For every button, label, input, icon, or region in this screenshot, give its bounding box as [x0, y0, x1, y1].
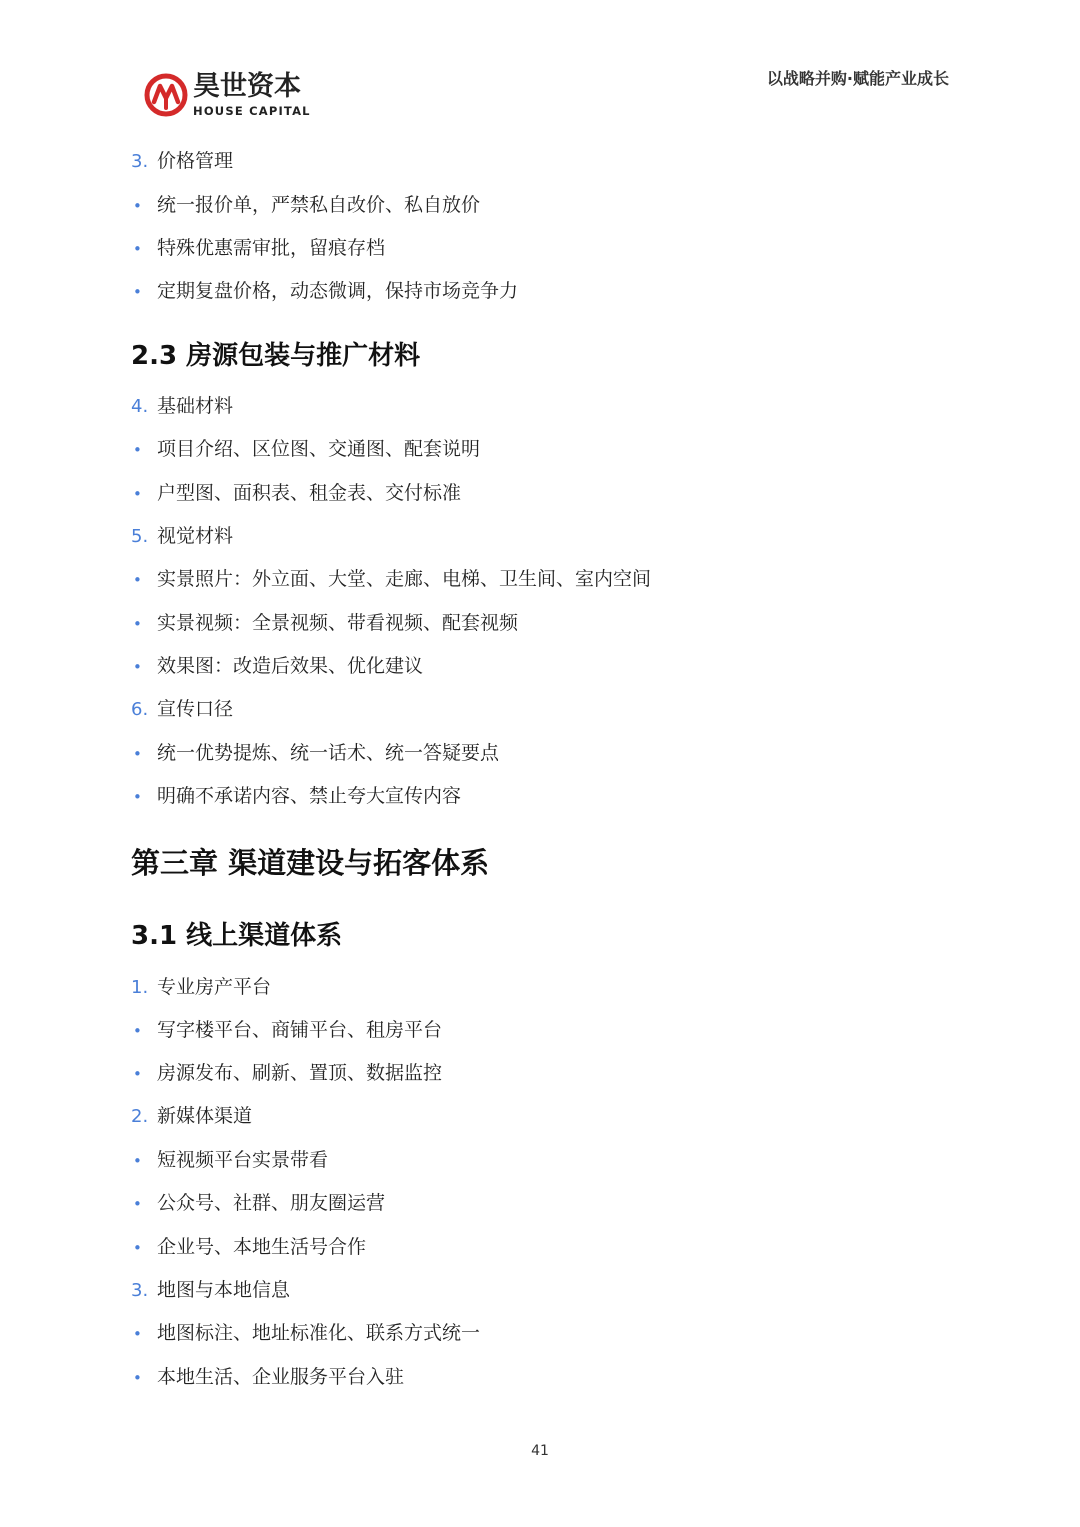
list-item-text: 统一报价单，严禁私自改价、私自放价 — [157, 194, 481, 216]
bullet-list-item — [131, 1145, 328, 1175]
bullet-list-item — [131, 478, 461, 508]
list-item-text: 效果图：改造后效果、优化建议 — [157, 655, 424, 677]
bullet-list-item — [131, 1232, 366, 1262]
bullet-marker: • — [133, 1239, 142, 1257]
list-item-text: 短视频平台实景带看 — [157, 1149, 329, 1171]
bullet-marker: • — [133, 1369, 142, 1387]
list-item-text: 实景照片：外立面、大堂、走廊、电梯、卫生间、室内空间 — [157, 568, 652, 590]
list-item-text: 地图与本地信息 — [157, 1279, 291, 1301]
list-item-text: 定期复盘价格，动态微调，保持市场竞争力 — [157, 280, 519, 302]
numbered-list-item — [131, 972, 271, 1002]
list-number: 4. — [131, 396, 149, 417]
logo-english-name: HOUSE CAPITAL — [193, 104, 311, 118]
section-heading: 3.1 线上渠道体系 — [131, 921, 343, 951]
list-item-text: 价格管理 — [157, 150, 234, 172]
numbered-list-item — [131, 146, 233, 176]
bullet-marker: • — [133, 571, 142, 589]
bullet-list-item — [131, 190, 480, 220]
bullet-marker: • — [133, 658, 142, 676]
list-item-text: 户型图、面积表、租金表、交付标准 — [157, 482, 462, 504]
bullet-list-item — [131, 434, 480, 464]
list-item-text: 企业号、本地生活号合作 — [157, 1236, 367, 1258]
list-number: 6. — [131, 699, 149, 720]
list-number: 5. — [131, 526, 149, 547]
list-item-text: 明确不承诺内容、禁止夸大宣传内容 — [157, 785, 462, 807]
bullet-list-item — [131, 738, 499, 768]
bullet-list-item — [131, 1188, 385, 1218]
bullet-marker: • — [133, 788, 142, 806]
bullet-marker: • — [133, 745, 142, 763]
bullet-marker: • — [133, 283, 142, 301]
bullet-marker: • — [133, 1022, 142, 1040]
bullet-marker: • — [133, 441, 142, 459]
list-item-text: 项目介绍、区位图、交通图、配套说明 — [157, 438, 481, 460]
list-number: 3. — [131, 1280, 149, 1301]
list-item-text: 本地生活、企业服务平台入驻 — [157, 1366, 405, 1388]
numbered-list-item — [131, 1275, 290, 1305]
bullet-list-item — [131, 1015, 442, 1045]
list-item-text: 宣传口径 — [157, 698, 234, 720]
list-item-text: 公众号、社群、朋友圈运营 — [157, 1192, 386, 1214]
bullet-list-item — [131, 781, 461, 811]
list-item-text: 专业房产平台 — [157, 976, 272, 998]
house-capital-logo-icon — [143, 72, 189, 118]
bullet-list-item — [131, 233, 385, 263]
numbered-list-item — [131, 391, 233, 421]
list-item-text: 新媒体渠道 — [157, 1105, 253, 1127]
numbered-list-item — [131, 521, 233, 551]
bullet-marker: • — [133, 1152, 142, 1170]
bullet-marker: • — [133, 1195, 142, 1213]
list-item-text: 特殊优惠需审批，留痕存档 — [157, 237, 386, 259]
bullet-marker: • — [133, 240, 142, 258]
bullet-list-item — [131, 564, 651, 594]
list-number: 3. — [131, 151, 149, 172]
list-item-text: 基础材料 — [157, 395, 234, 417]
bullet-list-item — [131, 608, 518, 638]
list-item-text: 视觉材料 — [157, 525, 234, 547]
bullet-marker: • — [133, 615, 142, 633]
bullet-list-item — [131, 276, 518, 306]
list-item-text: 写字楼平台、商铺平台、租房平台 — [157, 1019, 443, 1041]
bullet-marker: • — [133, 197, 142, 215]
list-item-text: 实景视频：全景视频、带看视频、配套视频 — [157, 612, 519, 634]
bullet-list-item — [131, 1318, 480, 1348]
list-number: 2. — [131, 1106, 149, 1127]
header-slogan: 以战略并购·赋能产业成长 — [766, 69, 949, 88]
bullet-list-item — [131, 1058, 442, 1088]
bullet-marker: • — [133, 1065, 142, 1083]
bullet-list-item — [131, 651, 423, 681]
list-item-text: 房源发布、刷新、置顶、数据监控 — [157, 1062, 443, 1084]
bullet-marker: • — [133, 485, 142, 503]
logo-chinese-name: 昊世资本 — [193, 71, 301, 102]
list-item-text: 统一优势提炼、统一话术、统一答疑要点 — [157, 742, 500, 764]
section-heading: 2.3 房源包装与推广材料 — [131, 341, 421, 371]
chapter-heading: 第三章 渠道建设与拓客体系 — [131, 846, 490, 880]
numbered-list-item — [131, 694, 233, 724]
bullet-list-item — [131, 1362, 404, 1392]
bullet-marker: • — [133, 1325, 142, 1343]
page-number: 41 — [531, 1443, 549, 1459]
list-item-text: 地图标注、地址标准化、联系方式统一 — [157, 1322, 481, 1344]
company-logo — [143, 70, 343, 120]
list-number: 1. — [131, 977, 149, 998]
numbered-list-item — [131, 1101, 252, 1131]
